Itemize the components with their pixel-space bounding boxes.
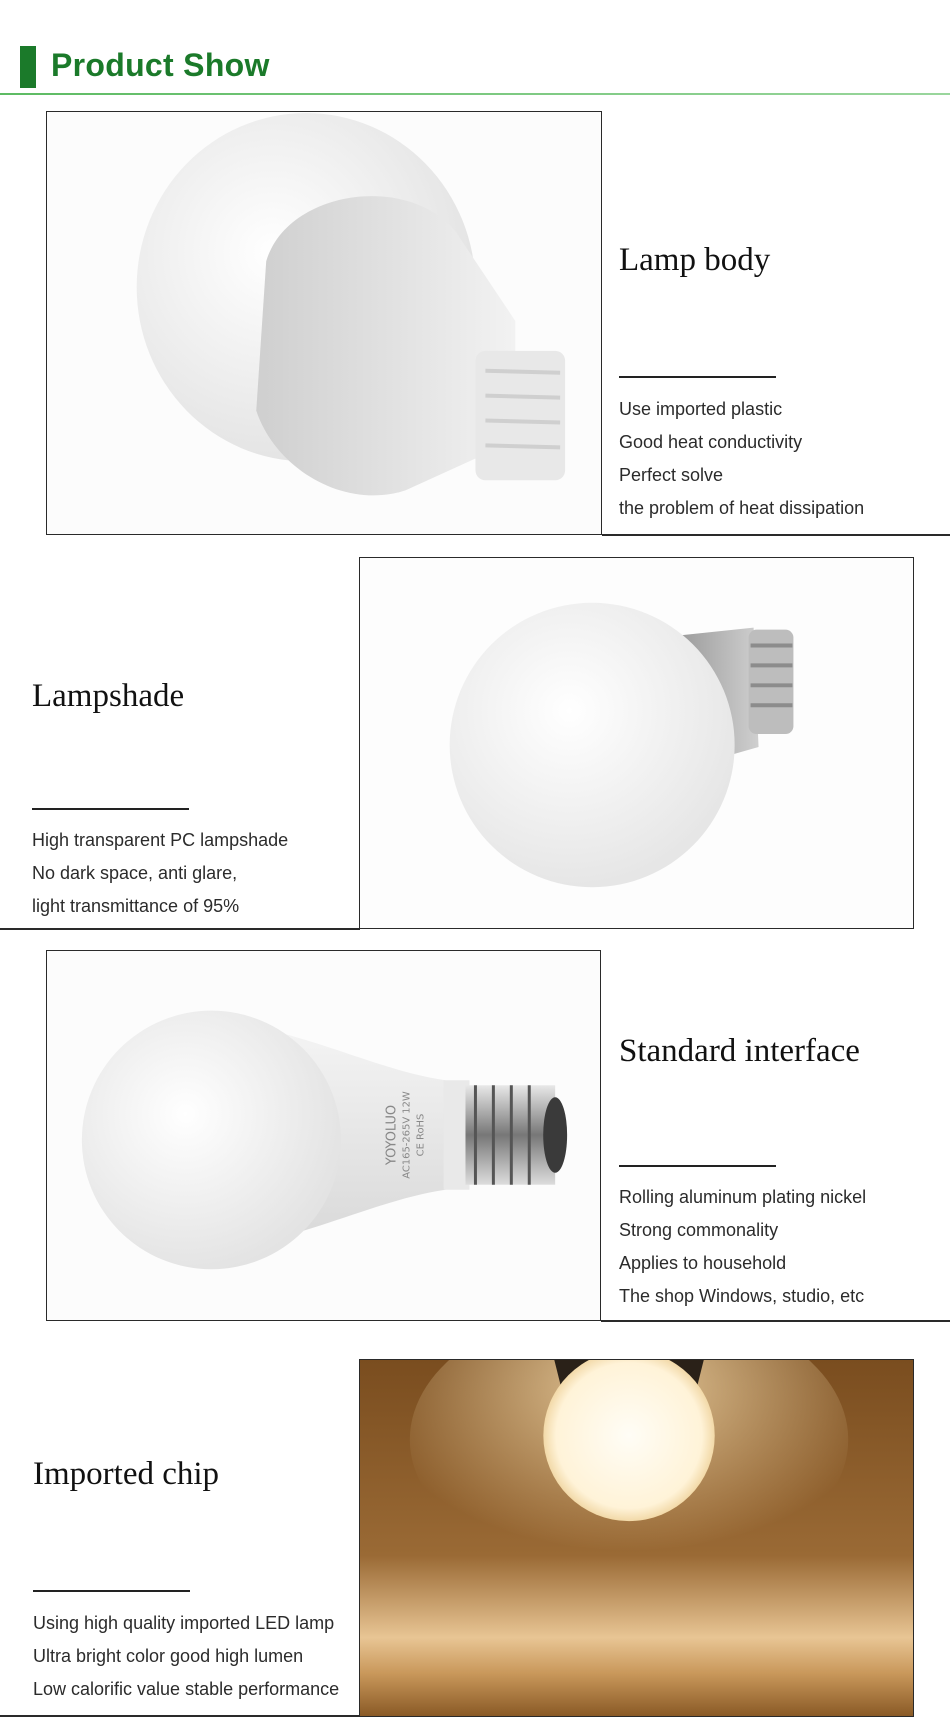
feature-line: Use imported plastic bbox=[619, 399, 783, 419]
section-header bbox=[0, 0, 950, 96]
feature-title: Imported chip bbox=[33, 1456, 220, 1492]
feature-line: The shop Windows, studio, etc bbox=[619, 1286, 865, 1306]
feature-rule bbox=[32, 808, 189, 810]
feature-description bbox=[619, 1181, 866, 1313]
feature-line: No dark space, anti glare, bbox=[32, 863, 238, 883]
feature-imported-chip bbox=[33, 1456, 219, 1493]
feature-title: Standard interface bbox=[619, 1033, 860, 1069]
feature-line: Using high quality imported LED lamp bbox=[33, 1613, 335, 1633]
section-underline bbox=[0, 1715, 360, 1717]
header-divider bbox=[0, 93, 950, 95]
feature-lampshade bbox=[32, 678, 184, 715]
lampshade-photo bbox=[359, 557, 914, 929]
section-underline bbox=[601, 1320, 950, 1322]
feature-description bbox=[33, 1607, 339, 1706]
feature-rule bbox=[619, 1165, 776, 1167]
header-accent-bar bbox=[20, 46, 36, 88]
feature-line: Low calorific value stable performance bbox=[33, 1679, 340, 1699]
section-underline bbox=[602, 534, 950, 536]
feature-rule bbox=[33, 1590, 190, 1592]
feature-rule bbox=[619, 376, 776, 378]
section-underline bbox=[0, 928, 360, 930]
feature-title: Lampshade bbox=[32, 678, 185, 714]
feature-description bbox=[32, 824, 288, 923]
feature-lamp-body bbox=[619, 242, 770, 279]
feature-line: Perfect solve bbox=[619, 465, 724, 485]
lamp-body-photo bbox=[46, 111, 602, 535]
feature-line: Applies to household bbox=[619, 1253, 787, 1273]
interface-photo bbox=[46, 950, 601, 1321]
feature-line: light transmittance of 95% bbox=[32, 896, 240, 916]
feature-line: Good heat conductivity bbox=[619, 432, 803, 452]
feature-line: Rolling aluminum plating nickel bbox=[619, 1187, 867, 1207]
feature-standard-interface bbox=[619, 1033, 860, 1070]
feature-line: High transparent PC lampshade bbox=[32, 830, 289, 850]
bulb-spec-label: AC165-265V 12W bbox=[401, 1091, 413, 1179]
feature-line: the problem of heat dissipation bbox=[619, 498, 865, 518]
page-title: Product Show bbox=[51, 47, 270, 83]
feature-title: Lamp body bbox=[619, 242, 771, 278]
feature-description bbox=[619, 393, 864, 525]
bulb-cert-label: CE RoHS bbox=[415, 1113, 427, 1157]
bulb-brand-label: YOYOLUO bbox=[384, 1104, 400, 1166]
imported-chip-photo bbox=[359, 1359, 914, 1717]
feature-line: Strong commonality bbox=[619, 1220, 779, 1240]
feature-line: Ultra bright color good high lumen bbox=[33, 1646, 304, 1666]
